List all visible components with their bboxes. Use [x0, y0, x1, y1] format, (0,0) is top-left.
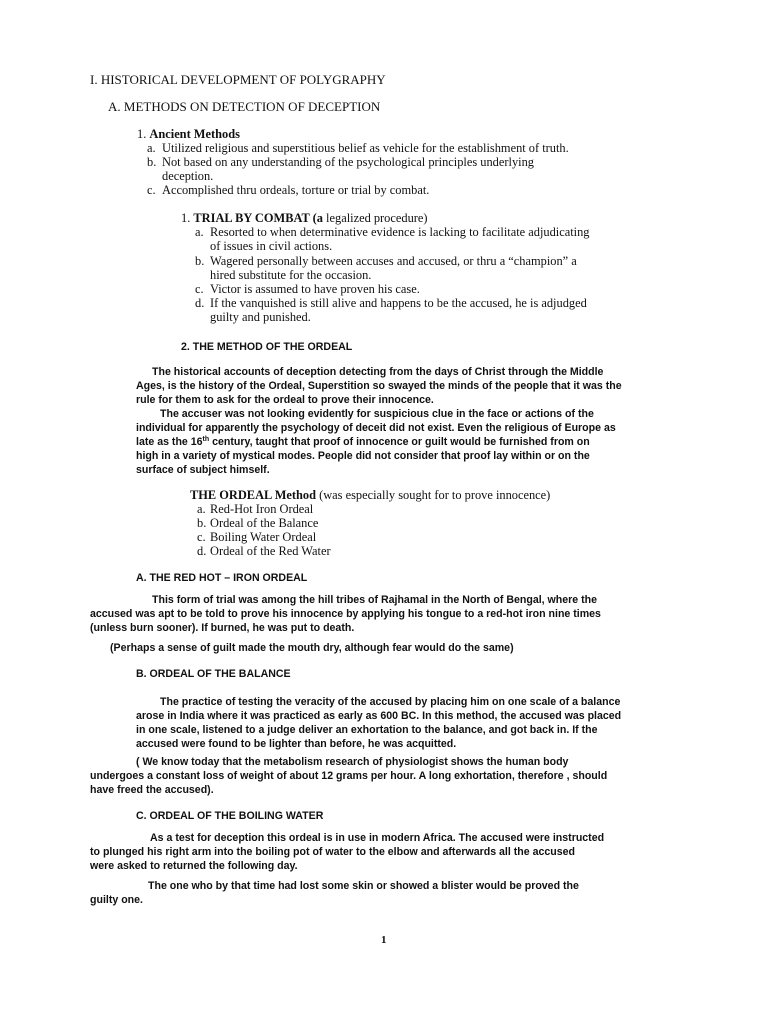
method-of-ordeal-heading: 2. THE METHOD OF THE ORDEAL: [181, 341, 353, 353]
paragraph-line: The accuser was not looking evidently for suspicious clue in the face or actions of the: [160, 408, 594, 420]
paragraph-line: high in a variety of mystical modes. People did not consider that proof lay within or on the: [136, 450, 590, 462]
list-item: c. Accomplished thru ordeals, torture or trial by combat.: [147, 183, 430, 197]
balance-heading: B. ORDEAL OF THE BALANCE: [136, 668, 291, 680]
paragraph-line: surface of subject himself.: [136, 464, 270, 476]
paragraph-line: guilty one.: [90, 894, 143, 906]
paragraph-line: rule for them to ask for the ordeal to prove their innocence.: [136, 394, 434, 406]
boiling-water-heading: C. ORDEAL OF THE BOILING WATER: [136, 810, 324, 822]
list-item-continued: hired substitute for the occasion.: [210, 268, 372, 282]
paragraph-line: Ages, is the history of the Ordeal, Superstition so swayed the minds of the people that it was the: [136, 380, 622, 392]
page-number: 1: [381, 934, 387, 946]
list-item-continued: of issues in civil actions.: [210, 239, 333, 253]
list-number: 1.: [137, 127, 147, 141]
list-item-continued: deception.: [162, 169, 214, 183]
list-item: d. Ordeal of the Red Water: [197, 544, 331, 558]
paragraph-line: arose in India where it was practiced as early as 600 BC. In this method, the accused was placed: [136, 710, 622, 722]
list-item: a. Resorted to when determinative evidence is lacking to facilitate adjudicating: [195, 225, 590, 239]
paragraph-line: The practice of testing the veracity of the accused by placing him on one scale of a balance: [160, 696, 621, 708]
list-item: c. Victor is assumed to have proven his case.: [195, 282, 420, 296]
note-line: have freed the accused).: [90, 784, 214, 796]
trial-by-combat-heading: 1. TRIAL BY COMBAT (a legalized procedure): [181, 211, 428, 225]
list-item: b. Ordeal of the Balance: [197, 516, 319, 530]
note-line: undergoes a constant loss of weight of about 12 grams per hour. A long exhortation, therefore , should: [90, 770, 608, 782]
paragraph-line: late as the 16th century, taught that proof of innocence or guilt would be furnished from on: [136, 436, 590, 448]
paragraph-line: accused were found to be lighter than before, he was acquitted.: [136, 738, 457, 750]
note-line: (Perhaps a sense of guilt made the mouth dry, although fear would do the same): [110, 642, 514, 654]
main-heading: I. HISTORICAL DEVELOPMENT OF POLYGRAPHY: [90, 72, 386, 87]
list-item-continued: guilty and punished.: [210, 310, 311, 324]
ancient-methods-title: Ancient Methods: [149, 127, 240, 141]
paragraph-line: individual for apparently the psychology of deceit did not exist. Even the religious of Europe as: [136, 422, 616, 434]
list-item: a. Utilized religious and superstitious belief as vehicle for the establishment of truth.: [147, 141, 569, 155]
list-item: c. Boiling Water Ordeal: [197, 530, 317, 544]
list-item: b. Not based on any understanding of the psychological principles underlying: [147, 155, 534, 169]
paragraph-line: in one scale, listened to a judge deliver an exhortation to the balance, and got back in. If the: [136, 724, 598, 736]
list-item: a. Red-Hot Iron Ordeal: [197, 502, 314, 516]
ancient-methods-heading: [137, 128, 240, 142]
red-hot-iron-heading: A. THE RED HOT – IRON ORDEAL: [136, 572, 308, 584]
note-line: ( We know today that the metabolism research of physiologist shows the human body: [136, 756, 569, 768]
paragraph-line: accused was apt to be told to prove his innocence by applying his tongue to a red-hot iron nine times: [90, 608, 601, 620]
section-a-heading: A. METHODS ON DETECTION OF DECEPTION: [108, 99, 381, 114]
paragraph-line: The one who by that time had lost some skin or showed a blister would be proved the: [148, 880, 579, 892]
paragraph-line: The historical accounts of deception detecting from the days of Christ through the Middle: [152, 366, 604, 378]
paragraph-line: (unless burn sooner). If burned, he was put to death.: [90, 622, 355, 634]
paragraph-line: were asked to returned the following day.: [90, 860, 298, 872]
paragraph-line: to plunged his right arm into the boiling pot of water to the elbow and afterwards all the accused: [90, 846, 575, 858]
ordeal-method-heading: THE ORDEAL Method (was especially sought for to prove innocence): [190, 488, 551, 502]
paragraph-line: This form of trial was among the hill tribes of Rajhamal in the North of Bengal, where the: [152, 594, 597, 606]
list-item: b. Wagered personally between accuses and accused, or thru a “champion” a: [195, 254, 577, 268]
paragraph-line: As a test for deception this ordeal is in use in modern Africa. The accused were instructed: [150, 832, 605, 844]
list-item: d. If the vanquished is still alive and happens to be the accused, he is adjudged: [195, 296, 587, 310]
